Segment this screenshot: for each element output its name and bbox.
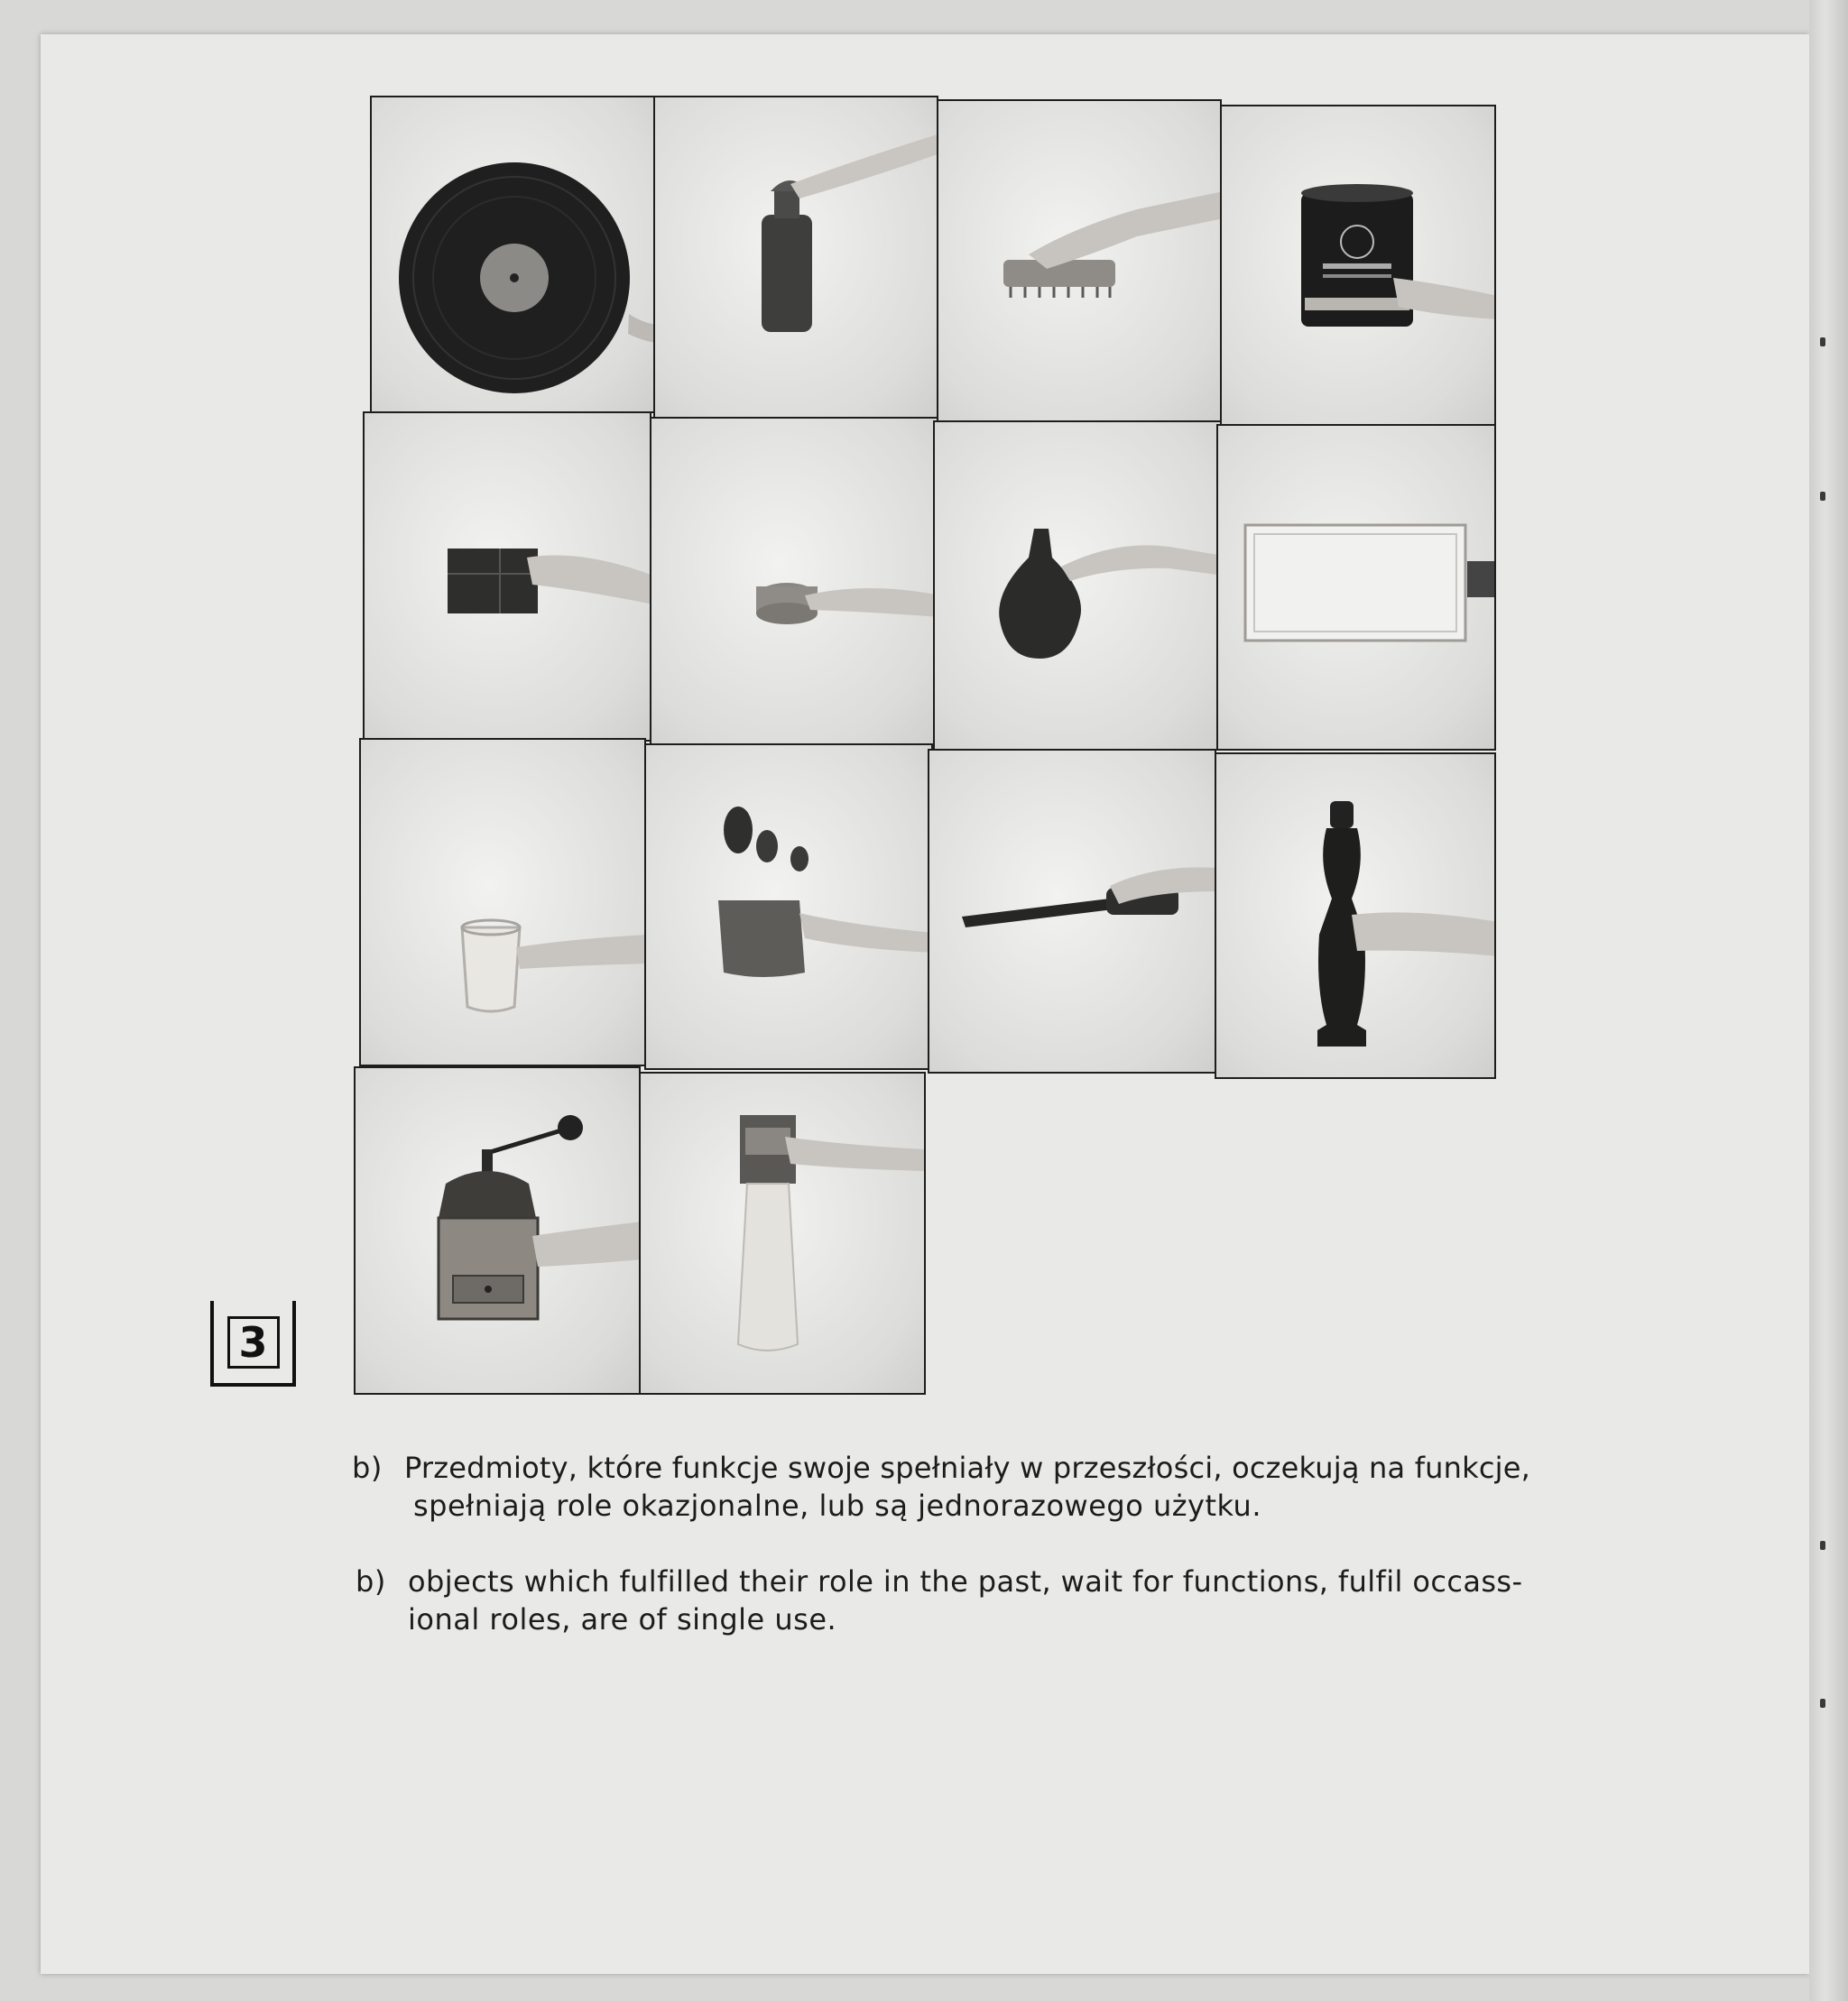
staple-mark <box>1820 1541 1825 1550</box>
vinyl-record-icon <box>372 97 655 413</box>
photo-small-tin <box>650 417 938 745</box>
caption-english <box>356 1561 1763 1651</box>
ceramic-jug-icon <box>935 422 1222 751</box>
caption-line: spełniają role okazjonalne, lub są jednorazowego użytku. <box>413 1489 1261 1523</box>
photo-tin-can <box>1220 105 1496 426</box>
section-number: 3 <box>227 1316 280 1369</box>
tray-icon <box>1218 426 1496 751</box>
staple-mark <box>1820 1699 1825 1708</box>
photo-jug-with-spoons <box>644 743 933 1070</box>
photo-glass-cup <box>359 738 646 1066</box>
jug-with-spoons-icon <box>646 745 933 1070</box>
glass-cup-icon <box>361 740 646 1066</box>
photo-coffee-grinder <box>354 1066 641 1395</box>
small-tin-icon <box>651 419 938 745</box>
glass-bottle-icon <box>655 97 938 419</box>
photo-knife <box>928 749 1216 1074</box>
photo-carton-pouring <box>639 1072 926 1395</box>
caption-marker: b) <box>356 1564 386 1599</box>
caption-polish <box>352 1447 1760 1537</box>
staple-mark <box>1820 337 1825 346</box>
caption-line: objects which fulfilled their role in the past, wait for functions, fulfil occass- <box>408 1564 1523 1599</box>
photo-wooden-box <box>363 411 651 742</box>
pepper-mill-icon <box>1216 754 1496 1079</box>
photo-brush <box>937 99 1222 422</box>
wooden-box-icon <box>365 413 651 742</box>
caption-line: Przedmioty, które funkcje swoje spełniały w przeszłości, oczekują na funkcje, <box>404 1451 1531 1485</box>
caption-marker: b) <box>352 1451 383 1485</box>
photo-grid <box>354 96 1496 1395</box>
photo-ceramic-jug <box>933 420 1222 751</box>
page-fold-edge <box>1809 0 1848 2001</box>
photo-vinyl-record <box>370 96 655 413</box>
section-number-badge <box>210 1301 296 1387</box>
brush-icon <box>938 101 1222 422</box>
photo-pepper-mill <box>1215 752 1496 1079</box>
staple-mark <box>1820 492 1825 501</box>
carton-pouring-icon <box>641 1074 926 1395</box>
caption-line: ional roles, are of single use. <box>408 1602 837 1637</box>
photo-glass-bottle <box>653 96 938 419</box>
coffee-grinder-icon <box>356 1068 641 1395</box>
photo-tray <box>1216 424 1496 751</box>
knife-icon <box>929 751 1216 1074</box>
tin-can-icon <box>1222 106 1496 426</box>
